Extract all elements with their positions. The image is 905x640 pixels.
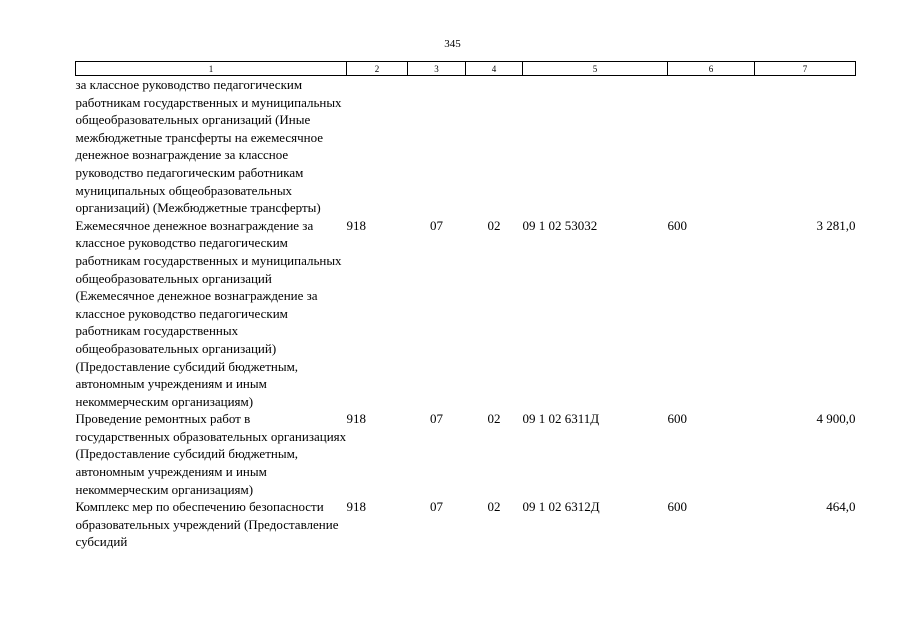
row-target-article <box>523 76 668 217</box>
column-number-6: 6 <box>668 62 755 76</box>
column-number-2: 2 <box>347 62 408 76</box>
table-row <box>76 217 856 411</box>
row-section: 07 <box>430 217 443 233</box>
page-number: 345 <box>444 38 461 50</box>
column-number-1: 1 <box>76 62 347 76</box>
column-number-7: 7 <box>755 62 856 76</box>
table-row <box>76 410 856 498</box>
row-target-article: 09 1 02 53032 <box>522 217 598 233</box>
row-expense-type <box>668 76 755 217</box>
row-section: 07 <box>430 499 443 515</box>
row-target-article: 09 1 02 6312Д <box>522 499 600 515</box>
row-amount <box>755 76 856 217</box>
budget-table <box>75 61 856 551</box>
table-row <box>76 76 856 217</box>
row-ministry-code: 918 <box>346 411 366 427</box>
row-ministry-code <box>347 76 408 217</box>
row-description: Комплекс мер по обеспечению безопасности образовательных учреждений (Предоставление субсидий <box>75 499 339 550</box>
row-amount: 464,0 <box>826 499 856 515</box>
row-subsection: 02 <box>487 217 501 233</box>
column-number-5: 5 <box>523 62 668 76</box>
column-number-3: 3 <box>408 62 466 76</box>
row-expense-type: 600 <box>667 499 687 515</box>
row-amount: 3 281,0 <box>816 217 856 233</box>
row-section: 07 <box>430 411 443 427</box>
row-ministry-code: 918 <box>346 217 366 233</box>
row-target-article: 09 1 02 6311Д <box>522 411 600 427</box>
row-description: за классное руководство педагогическим работникам государственных и муниципальных общеобразовательных организаций (Иные межбюджетные трансферты на ежемесячное денежное вознаграждение за классное руководство педагогическим работникам муниципальных общеобразовательных организаций) (Межбюджетные трансферты) <box>75 77 342 216</box>
row-subsection: 02 <box>487 411 501 427</box>
row-description: Ежемесячное денежное вознаграждение за классное руководство педагогическим работникам государственных и муниципальных общеобразовательных организаций (Ежемесячное денежное вознаграждение за классное руководство педагогическим работникам государственных общеобразовательных организаций) (Предоставление субсидий бюджетным, автономным учреждениям и иным некоммерческим организациям) <box>75 217 342 409</box>
row-expense-type: 600 <box>667 217 687 233</box>
row-subsection: 02 <box>487 499 501 515</box>
column-number-row <box>76 62 856 76</box>
row-ministry-code: 918 <box>346 499 366 515</box>
row-subsection <box>466 76 523 217</box>
row-description: Проведение ремонтных работ в государственных образовательных организациях (Предоставление субсидий бюджетным, автономным учреждениям и иным некоммерческим организациям) <box>75 411 347 497</box>
row-section <box>408 76 466 217</box>
row-amount: 4 900,0 <box>816 411 856 427</box>
row-expense-type: 600 <box>667 411 687 427</box>
table-row <box>76 498 856 551</box>
column-number-4: 4 <box>466 62 523 76</box>
